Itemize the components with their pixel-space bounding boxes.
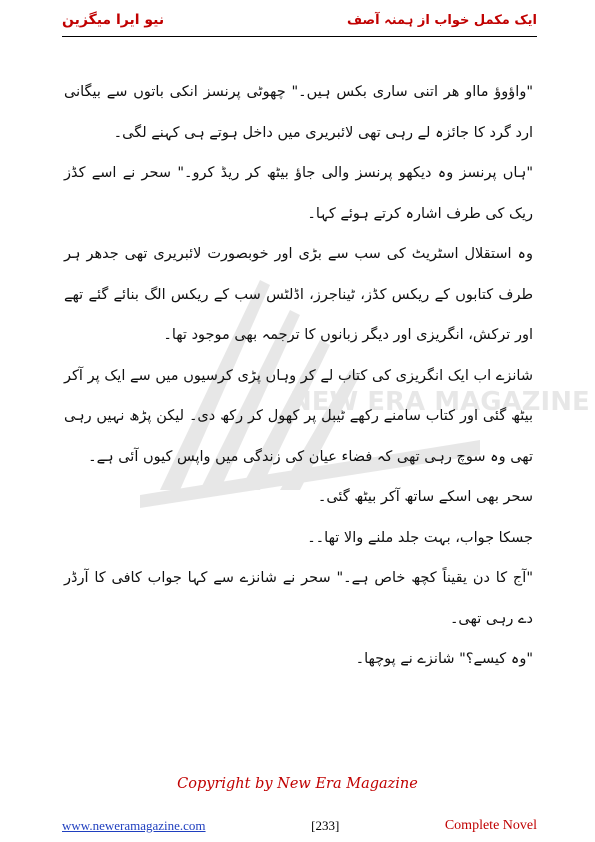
- header-divider: [62, 36, 537, 37]
- paragraph: "وہ کیسے؟" شانزے نے پوچھا۔: [355, 651, 533, 667]
- copyright-notice: Copyright by New Era Magazine: [177, 776, 418, 792]
- paragraph: "آج کا دن یقیناً کچھ خاص ہے۔" سحر نے شانزے سے کہا جواب کافی کا آرڈر دے رہی تھی۔: [64, 570, 533, 627]
- paragraph: جسکا جواب، بہت جلد ملنے والا تھا۔۔: [307, 529, 533, 546]
- paragraph: "واؤوؤ مااو ھر اتنی ساری بکس ہیں۔" چھوٹی پرنسز انکی باتوں سے بیگانی ارد گرد کا جائزہ لے رہی تھی لائبریری میں داخل ہوتے ہی کہنے لگی۔: [64, 84, 533, 141]
- page-header: [62, 6, 537, 34]
- paragraph: وہ استقلال اسٹریٹ کی سب سے بڑی اور خوبصورت لائبریری تھی جدھر ہر طرف کتابوں کے ریکس کڈز، ٹیناجرز، اڈلٹس سب کے ریکس الگ بنائے گئے تھے اور ترکش، انگریزی اور دیگر زبانوں کا ترجمہ بھی موجود تھا۔: [64, 246, 533, 343]
- paragraph: "ہاں پرنسز وہ دیکھو پرنسز والی جاؤ بیٹھ کر ریڈ کرو۔" سحر نے اسے کڈز ریک کی طرف اشارہ کرتے ہوئے کہا۔: [64, 165, 533, 222]
- magazine-name: نیو ایرا میگزین: [62, 12, 165, 28]
- novel-type-label: Complete Novel: [444, 818, 537, 833]
- novel-title: ایک مکمل خواب از ہمنہ آصف: [347, 12, 537, 28]
- page-number: [233]: [311, 818, 340, 833]
- article-body: [64, 72, 533, 680]
- paragraph: سحر بھی اسکے ساتھ آکر بیٹھ گئی۔: [317, 489, 533, 505]
- website-link[interactable]: www.neweramagazine.com: [62, 818, 206, 833]
- page-footer: [62, 817, 537, 835]
- watermark-text: NEW ERA MAGAZINE: [290, 387, 590, 417]
- paragraph: شانزے اب ایک انگریزی کی کتاب لے کر وہاں پڑی کرسیوں میں سے ایک پر آکر بیٹھ گئی اور کتاب سامنے رکھے ٹیبل پر کھول کر رکھ دی۔ لیکن پڑھ نہیں رہی تھی وہ سوچ رہی تھی کہ فضاء عیان کی زندگی میں واپس کیوں آئی ہے۔: [64, 367, 533, 465]
